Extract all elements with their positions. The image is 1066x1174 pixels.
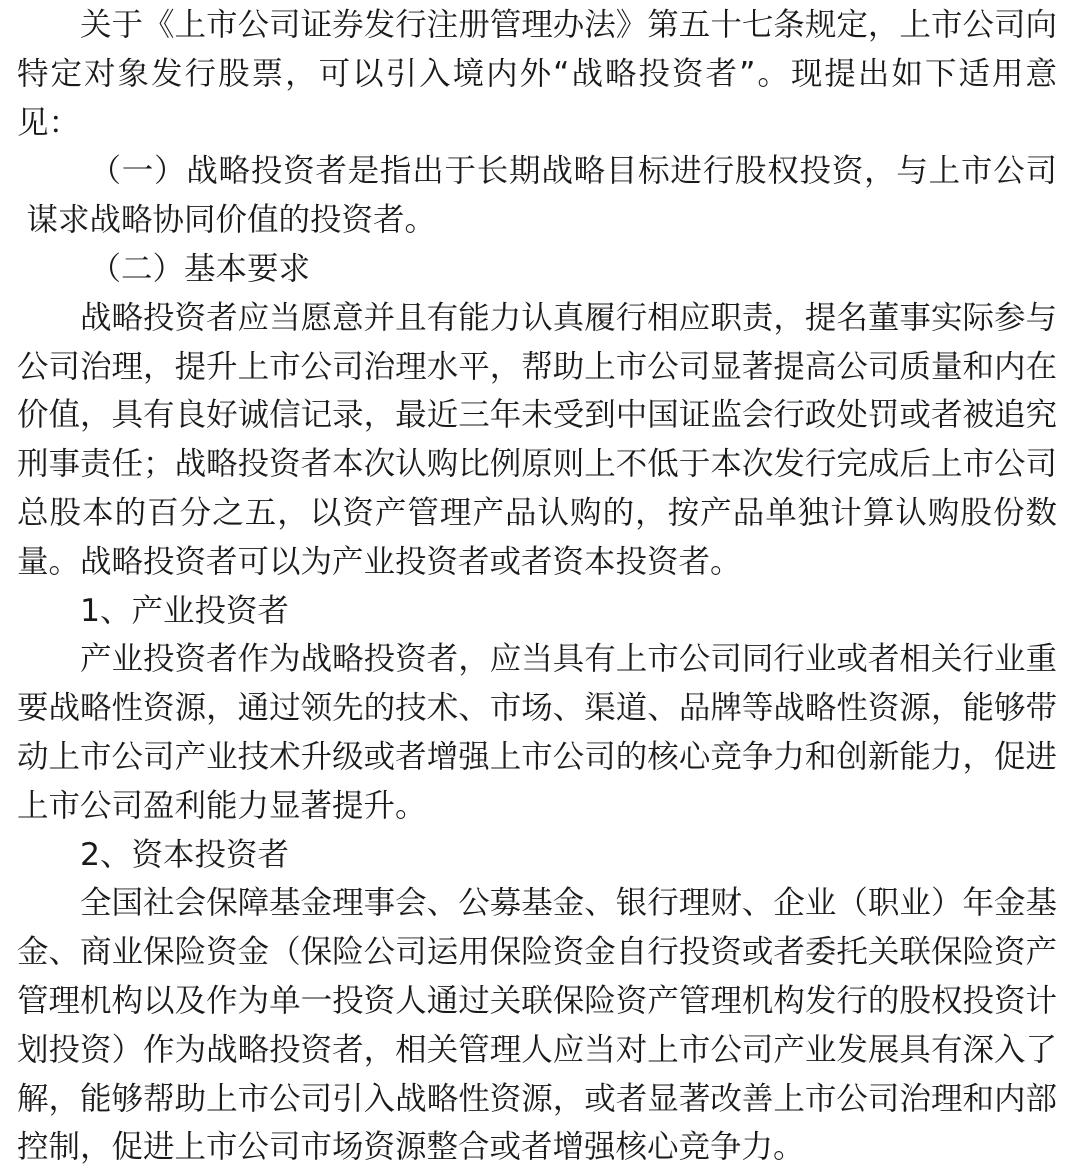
item-two-body: 全国社会保障基金理事会、公募基金、银行理财、企业（职业）年金基金、商业保险资金（保险公司运用保险资金自行投资或者委托关联保险资产管理机构以及作为单一投资人通过关联保险资产管理机构发行的股权投资计划投资）作为战略投资者，相关管理人应当对上市公司产业发展具有深入了解，能够帮助上市公司引入战略性资源，或者显著改善上市公司治理和内部控制，促进上市公司市场资源整合或者增强核心竞争力。 [17, 885, 1057, 1166]
item-one-body: 产业投资者作为战略投资者，应当具有上市公司同行业或者相关行业重要战略性资源，通过领先的技术、市场、渠道、品牌等战略性资源，能够带动上市公司产业技术升级或者增强上市公司的核心竞争力和创新能力，促进上市公司盈利能力显著提升。 [17, 641, 1057, 824]
item-two-heading: 2、资本投资者 [80, 836, 290, 873]
section-one-paragraph: （一）战略投资者是指出于长期战略目标进行股权投资，与上市公司谋求战略协同价值的投资者。 [26, 153, 1057, 239]
section-two-heading: （二）基本要求 [89, 250, 310, 287]
section-two-body: 战略投资者应当愿意并且有能力认真履行相应职责，提名董事实际参与公司治理，提升上市公司治理水平，帮助上市公司显著提高公司质量和内在价值，具有良好诚信记录，最近三年未受到中国证监会行政处罚或者被追究刑事责任；战略投资者本次认购比例原则上不低于本次发行完成后上市公司总股本的百分之五，以资产管理产品认购的，按产品单独计算认购股份数量。战略投资者可以为产业投资者或者资本投资者。 [17, 299, 1057, 580]
intro-paragraph: 关于《上市公司证券发行注册管理办法》第五十七条规定，上市公司向特定对象发行股票，可以引入境内外“战略投资者”。现提出如下适用意见： [17, 7, 1057, 141]
item-one-heading: 1、产业投资者 [80, 592, 290, 629]
